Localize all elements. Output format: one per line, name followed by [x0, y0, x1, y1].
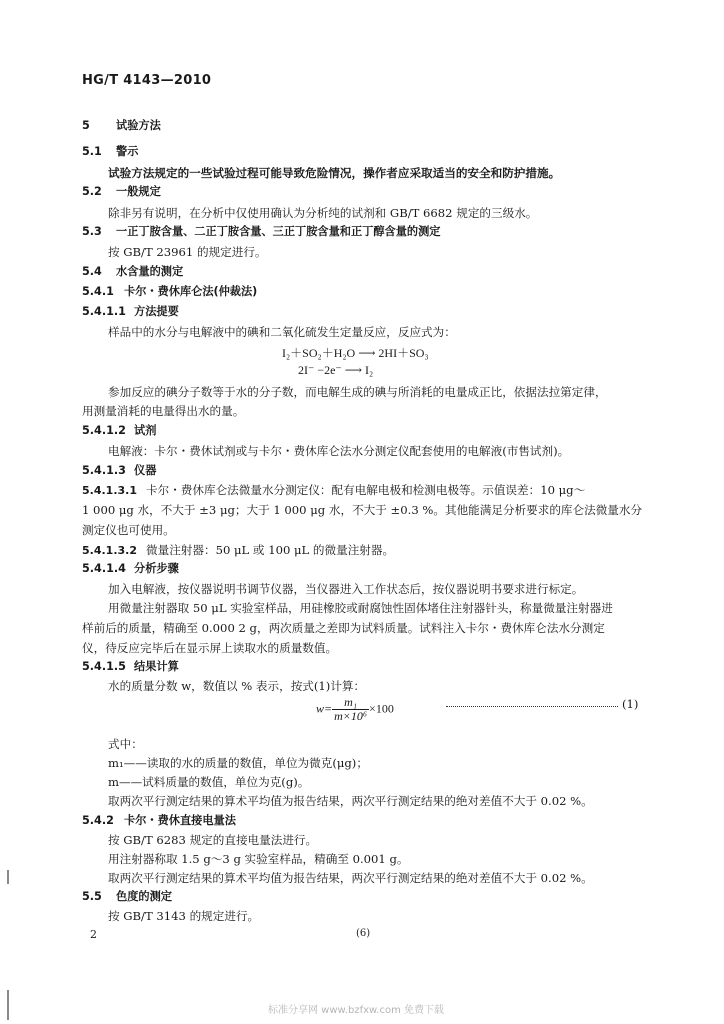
paragraph: 取两次平行测定结果的算术平均值为报告结果，两次平行测定结果的绝对差值不大于 0.02 %。: [108, 794, 593, 808]
paragraph: 取两次平行测定结果的算术平均值为报告结果，两次平行测定结果的绝对差值不大于 0.02 %。: [108, 871, 593, 885]
document-code: HG/T 4143—2010: [82, 73, 212, 88]
page-number: 2: [90, 928, 97, 941]
section-number: 5.4.1: [82, 285, 114, 298]
paragraph: 水的质量分数 w，数值以 % 表示，按式(1)计算：: [108, 679, 366, 693]
section-5-4-1-5-heading: [82, 659, 179, 675]
scan-artifact: [7, 870, 9, 884]
section-number: 5.4: [82, 265, 102, 278]
scan-artifact: [7, 990, 9, 1020]
section-number: 5.4.1.4: [82, 562, 126, 575]
where-label: 式中：: [108, 737, 143, 751]
section-title: 结果计算: [134, 660, 179, 673]
section-title: 试验方法: [116, 119, 161, 132]
reaction-equation-2: 2I⁻ −2e⁻ ⟶ I₂: [298, 363, 374, 377]
section-number: 5.4.1.3.1: [82, 484, 137, 497]
section-5-4-1-4-heading: [82, 561, 179, 577]
paragraph: 用测量消耗的电量得出水的量。: [82, 404, 245, 418]
section-5-4-1-heading: [82, 284, 257, 300]
section-number: 5.4.1.3: [82, 464, 126, 477]
section-title: 一正丁胺含量、二正丁胺含量、三正丁胺含量和正丁醇含量的测定: [116, 225, 441, 238]
paragraph: 样品中的水分与电解液中的碘和二氧化硫发生定量反应，反应式为：: [108, 325, 456, 339]
paragraph: 按 GB/T 3143 的规定进行。: [108, 909, 260, 923]
section-number: 5.2: [82, 185, 102, 198]
paragraph: 用注射器称取 1.5 g～3 g 实验室样品，精确至 0.001 g。: [108, 852, 409, 866]
section-5-4-1-1-heading: [82, 304, 179, 320]
section-5-4-heading: [82, 264, 183, 280]
paragraph: 电解液：卡尔・费休试剂或与卡尔・费休库仑法水分测定仪配套使用的电解液(市售试剂)。: [108, 444, 570, 458]
section-number: 5.3: [82, 225, 102, 238]
paragraph: 1 000 μg 水，不大于 ±3 μg；大于 1 000 μg 水，不大于 ±0.3 %。其他能满足分析要求的库仑法微量水分: [82, 503, 643, 517]
section-number: 5.4.2: [82, 814, 114, 827]
section-5-heading: [82, 118, 161, 134]
formula-fraction: [332, 696, 369, 723]
formula-denominator: m×10⁶: [334, 709, 368, 723]
section-number: 5.1: [82, 145, 102, 158]
original-page-number: (6): [356, 928, 371, 939]
section-number: 5.5: [82, 890, 102, 903]
section-number: 5.4.1.2: [82, 424, 126, 437]
formula-leader-dots: [446, 703, 618, 707]
section-title: 卡尔・费休库仑法(仲裁法): [124, 285, 258, 298]
paragraph-text: 卡尔・费休库仑法微量水分测定仪：配有电解电极和检测电极等。示值误差：10 μg～: [146, 483, 586, 497]
section-title: 试剂: [134, 424, 157, 437]
formula-numerator: m₁: [332, 696, 369, 710]
section-5-4-1-2-heading: [82, 423, 156, 439]
section-number: 5.4.1.3.2: [82, 544, 137, 557]
paragraph-text: 微量注射器：50 μL 或 100 μL 的微量注射器。: [146, 543, 395, 557]
section-5-1-heading: [82, 144, 138, 160]
paragraph: 参加反应的碘分子数等于水的分子数，而电解生成的碘与所消耗的电量成正比，依据法拉第定律，: [108, 385, 607, 399]
section-title: 水含量的测定: [116, 265, 184, 278]
section-5-5-heading: [82, 889, 172, 905]
section-number: 5.4.1.5: [82, 660, 126, 673]
section-5-3-heading: [82, 224, 440, 240]
paragraph: 样前后的质量，精确至 0.000 2 g，两次质量之差即为试料质量。试料注入卡尔・费休库仑法水分测定: [82, 621, 605, 635]
section-title: 卡尔・费休直接电量法: [124, 814, 236, 827]
formula-lhs: w=: [316, 701, 333, 716]
paragraph: 加入电解液，按仪器说明书调节仪器，当仪器进入工作状态后，按仪器说明书要求进行标定。: [108, 582, 584, 596]
paragraph: 仪，待反应完毕后在显示屏上读取水的质量数值。: [82, 641, 338, 655]
section-title: 方法提要: [134, 305, 179, 318]
paragraph: [82, 482, 585, 499]
formula-1: [316, 696, 394, 723]
watermark-text: 标准分享网 www.bzfxw.com 免费下载: [268, 1005, 444, 1016]
variable-definition: m₁——读取的水的质量的数值，单位为微克(μg)；: [108, 756, 368, 770]
section-title: 色度的测定: [116, 890, 172, 903]
paragraph: [82, 542, 394, 559]
paragraph: 测定仪也可使用。: [82, 523, 175, 537]
paragraph: 除非另有说明，在分析中仅使用确认为分析纯的试剂和 GB/T 6682 规定的三级水。: [108, 206, 538, 220]
paragraph: 按 GB/T 23961 的规定进行。: [108, 245, 267, 259]
formula-number: (1): [622, 697, 639, 711]
section-title: 仪器: [134, 464, 157, 477]
reaction-equation-1: I₂＋SO₂＋H₂O ⟶ 2HI＋SO₃: [282, 346, 429, 360]
variable-definition: m——试料质量的数值，单位为克(g)。: [108, 775, 310, 789]
section-number: 5.4.1.1: [82, 305, 126, 318]
section-title: 分析步骤: [134, 562, 179, 575]
formula-rhs: ×100: [369, 701, 394, 716]
warning-text: 试验方法规定的一些试验过程可能导致危险情况，操作者应采取适当的安全和防护措施。: [108, 166, 561, 180]
section-title: 一般规定: [116, 185, 161, 198]
section-5-4-2-heading: [82, 813, 236, 829]
paragraph: 按 GB/T 6283 规定的直接电量法进行。: [108, 833, 318, 847]
section-title: 警示: [116, 145, 139, 158]
section-5-4-1-3-heading: [82, 463, 156, 479]
section-5-2-heading: [82, 184, 161, 200]
section-number: 5: [82, 119, 90, 132]
paragraph: 用微量注射器取 50 μL 实验室样品，用硅橡胶或耐腐蚀性固体堵住注射器针头，称量微量注射器进: [108, 601, 613, 615]
